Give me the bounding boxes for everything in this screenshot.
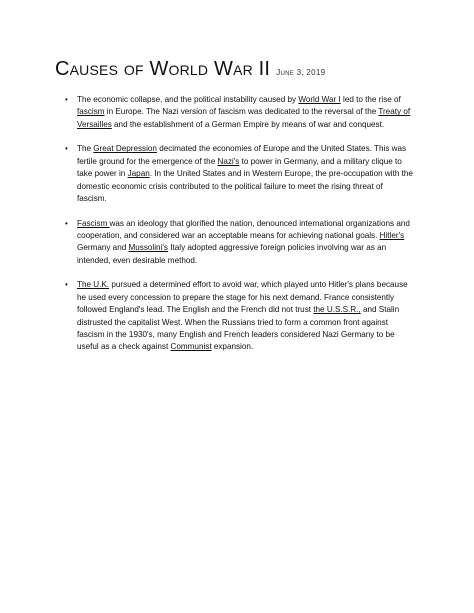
- link-world-war-i[interactable]: World War I: [298, 95, 341, 104]
- text-segment: to power in Germany, and a military clique to take power in: [77, 156, 402, 179]
- bullet-item: [64, 218, 414, 268]
- link-great-depression[interactable]: Great Depression: [93, 144, 157, 154]
- text-segment: and the establishment of a German Empire by means of war and conquest.: [111, 119, 385, 129]
- text-segment: . In the United States and in Western Europe, the pre-occupation with the domestic economic crisis contributed to the political failure to meet the rising threat of fascism.: [77, 169, 413, 204]
- link-the-ussr[interactable]: the U.S.S.R.,: [313, 305, 361, 315]
- document-header: [55, 58, 325, 81]
- text-segment: The: [77, 144, 94, 154]
- text-segment: expansion.: [211, 342, 254, 352]
- bullet-marker: •: [65, 144, 68, 154]
- bullet-marker: •: [65, 218, 68, 228]
- text-segment: in Europe. The Nazi version of fascism was dedicated to the reversal of the: [104, 107, 379, 117]
- bullet-item: [64, 279, 414, 353]
- bullet-marker: •: [65, 95, 68, 104]
- link-japan[interactable]: Japan: [127, 169, 150, 179]
- bullet-text: [77, 144, 413, 203]
- link-fascism[interactable]: Fascism: [77, 218, 110, 228]
- link-hitlers[interactable]: Hitler's: [379, 231, 405, 241]
- bullet-item: [64, 143, 414, 205]
- text-segment: led to the rise of: [340, 95, 401, 104]
- link-communist[interactable]: Communist: [170, 342, 212, 352]
- text-segment: Italy adopted aggressive foreign policies involving war as an intended, even desirable method.: [77, 243, 387, 265]
- bullet-list: [64, 94, 414, 366]
- text-segment: and Stalin distrusted the capitalist West. When the Russians tried to form a common front against fascism in the 1930's, many English and French leaders considered Nazi Germany to be useful as a check against: [77, 305, 400, 352]
- bullet-text: [77, 95, 410, 129]
- bullet-text: [77, 280, 408, 351]
- link-treaty-of-versailles[interactable]: Treaty of Versailles: [77, 107, 411, 129]
- bullet-marker: •: [65, 280, 68, 290]
- bullet-text: [77, 219, 410, 265]
- link-fascism[interactable]: fascism: [77, 107, 105, 117]
- text-segment: The economic collapse, and the political instability caused by: [77, 95, 299, 104]
- text-segment: Germany and: [77, 243, 129, 253]
- link-the-uk[interactable]: The U.K.: [77, 280, 110, 290]
- text-segment: decimated the economies of Europe and the United States. This was fertile ground for the emergence of the: [77, 144, 407, 166]
- bullet-item: [64, 94, 414, 131]
- text-segment: was an ideology that glorified the nation, denounced international organizations and cooperation, and considered war an acceptable means for achieving national goals.: [77, 218, 410, 241]
- link-mussolinis[interactable]: Mussolini's: [128, 243, 168, 253]
- document-title: Causes of World War II: [55, 58, 271, 80]
- document-date: June 3, 2019: [276, 68, 326, 77]
- text-segment: pursued a determined effort to avoid war, which played unto Hitler's plans because he used every concession to prepare the stage for his next demand. France consistently followed England's lead. The English and the French did not trust: [77, 280, 408, 315]
- link-nazis[interactable]: Nazi's: [217, 156, 240, 166]
